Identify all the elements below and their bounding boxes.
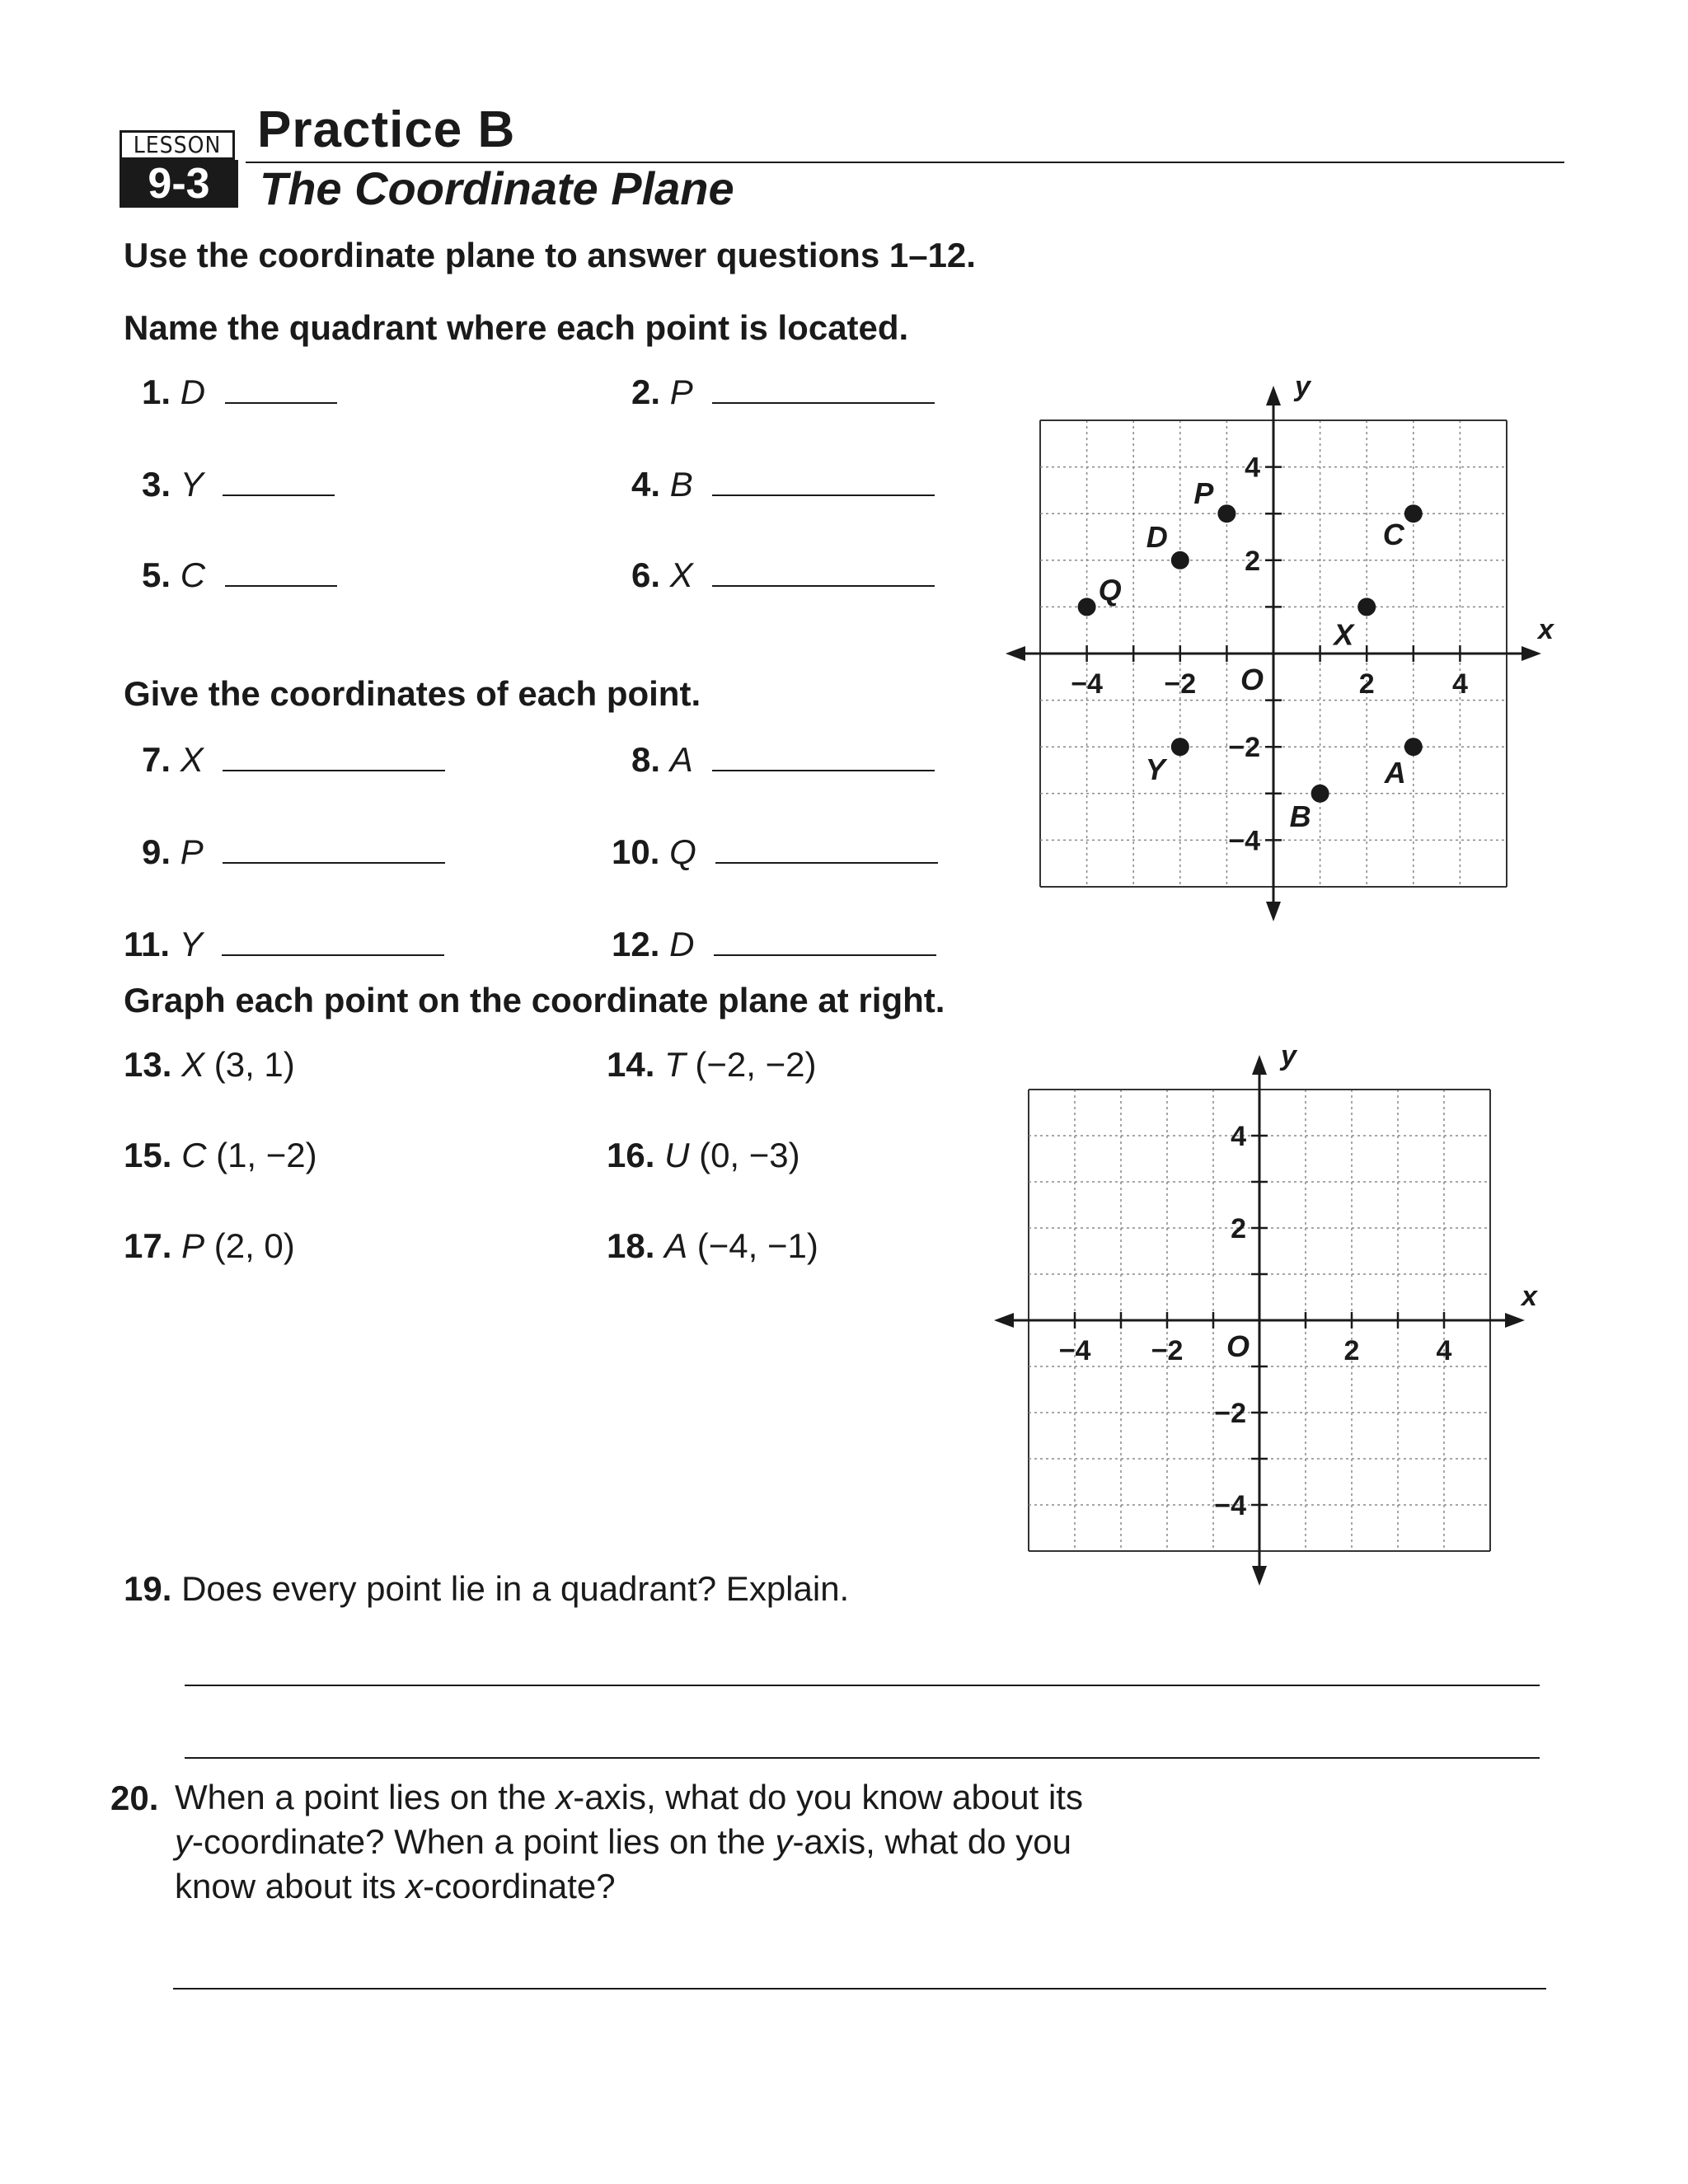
y-tick-label: −2 [1214, 1398, 1246, 1429]
question-2 [631, 373, 935, 412]
question-variable: D [669, 925, 695, 963]
x-tick-label: −2 [1151, 1335, 1184, 1366]
y-tick-label: −4 [1214, 1490, 1246, 1521]
quadrant-instruction: Name the quadrant where each point is located. [124, 308, 909, 347]
coordinate-plane-2[interactable] [989, 1040, 1537, 1601]
y-axis-arrow-down [1252, 1566, 1267, 1586]
point-label-d: D [1146, 519, 1168, 554]
graph-instruction: Graph each point on the coordinate plane at right. [124, 981, 945, 1019]
question-variable: P [180, 832, 204, 871]
coordinate-plane-1 [1006, 371, 1554, 931]
page-title: Practice B [257, 101, 516, 158]
answer-blank[interactable] [225, 560, 337, 587]
y-tick-label: 4 [1231, 1121, 1246, 1152]
x-tick-label: −2 [1164, 668, 1197, 700]
x-axis-label: x [1538, 614, 1554, 645]
x-tick-label: 4 [1436, 1335, 1452, 1366]
y-tick-label: −4 [1228, 825, 1260, 857]
question-number: 1. [142, 373, 171, 411]
x-axis-label: x [1522, 1281, 1537, 1312]
y-axis-label: y [1281, 1040, 1296, 1071]
question-number: 15. [124, 1136, 172, 1174]
answer-line[interactable] [173, 1988, 1546, 1990]
y-axis-arrow-down [1266, 902, 1281, 921]
point-label-a: A [1384, 756, 1406, 790]
point-y [1171, 738, 1189, 756]
question-coords: (1, −2) [216, 1136, 317, 1174]
question-number: 18. [607, 1226, 655, 1265]
question-number: 5. [142, 555, 171, 594]
question-number: 14. [607, 1045, 655, 1084]
question-5 [142, 555, 337, 595]
page-subtitle: The Coordinate Plane [260, 162, 734, 214]
x-axis-arrow-right [1505, 1313, 1525, 1328]
question-coords: (0, −3) [699, 1136, 800, 1174]
answer-line[interactable] [185, 1685, 1540, 1686]
question-variable: Y [179, 925, 203, 963]
question-variable: X [181, 1045, 205, 1084]
answer-blank[interactable] [714, 930, 936, 956]
question-variable: X [180, 740, 204, 779]
point-p [1217, 504, 1236, 523]
question-coords: (−4, −1) [696, 1226, 818, 1265]
question-variable: Q [669, 832, 696, 871]
question-variable: Y [180, 465, 204, 504]
answer-blank[interactable] [715, 837, 938, 864]
answer-line[interactable] [185, 1757, 1540, 1759]
question-10 [612, 832, 938, 872]
question-number: 19. [124, 1569, 172, 1608]
question-20-number: 20. [110, 1779, 159, 1817]
question-14 [607, 1045, 816, 1085]
question-number: 16. [607, 1136, 655, 1174]
question-number: 17. [124, 1226, 172, 1265]
coords-instruction: Give the coordinates of each point. [124, 674, 701, 713]
point-c [1404, 504, 1423, 523]
x-tick-label: 4 [1451, 668, 1468, 700]
question-number: 13. [124, 1045, 172, 1084]
point-label-p: P [1193, 476, 1214, 511]
question-9 [142, 832, 445, 872]
answer-blank[interactable] [712, 560, 935, 587]
question-13 [124, 1045, 295, 1085]
point-q [1078, 598, 1096, 616]
y-axis-label: y [1295, 371, 1311, 402]
x-tick-label: 2 [1358, 668, 1375, 700]
question-number: 4. [631, 465, 661, 504]
y-axis-arrow-up [1252, 1055, 1267, 1075]
x-axis-arrow-left [1006, 646, 1025, 661]
point-label-x: X [1334, 617, 1354, 652]
question-8 [631, 740, 935, 780]
origin-label: O [1240, 663, 1264, 696]
lesson-number: 9-3 [120, 160, 238, 208]
question-variable: C [181, 1136, 207, 1174]
question-number: 10. [612, 832, 660, 871]
answer-blank[interactable] [222, 930, 444, 956]
x-axis-arrow-left [994, 1313, 1014, 1328]
question-number: 7. [142, 740, 171, 779]
point-b [1311, 785, 1329, 803]
question-text: Does every point lie in a quadrant? Explain. [181, 1569, 850, 1608]
point-a [1404, 738, 1423, 756]
question-number: 9. [142, 832, 171, 871]
question-variable: U [664, 1136, 690, 1174]
question-1 [142, 373, 337, 412]
x-tick-label: −4 [1071, 668, 1103, 700]
question-20-text: When a point lies on the x-axis, what do you know about its y-coordinate? When a point lies on the y-axis, what do you know about its x-coordinate? [175, 1778, 1083, 1905]
question-variable: C [180, 555, 206, 594]
point-label-q: Q [1098, 573, 1122, 607]
y-axis-arrow-up [1266, 386, 1281, 405]
answer-blank[interactable] [223, 837, 445, 864]
question-coords: (3, 1) [213, 1045, 295, 1084]
question-number: 3. [142, 465, 171, 504]
point-d [1171, 551, 1189, 569]
question-variable: X [669, 555, 693, 594]
question-variable: P [669, 373, 693, 411]
x-tick-label: 2 [1343, 1335, 1360, 1366]
point-label-b: B [1289, 799, 1311, 833]
question-variable: T [664, 1045, 686, 1084]
question-variable: B [669, 465, 693, 504]
main-instruction: Use the coordinate plane to answer questions 1–12. [124, 236, 976, 274]
y-tick-label: −2 [1228, 732, 1260, 764]
question-variable: D [180, 373, 206, 411]
point-label-c: C [1382, 518, 1404, 552]
question-3 [142, 465, 335, 504]
question-number: 2. [631, 373, 661, 411]
x-axis-arrow-right [1522, 646, 1541, 661]
question-variable: A [664, 1226, 688, 1265]
question-number: 11. [124, 925, 171, 963]
question-16 [607, 1136, 800, 1175]
question-18 [607, 1226, 818, 1266]
point-label-y: Y [1145, 752, 1165, 787]
y-tick-label: 2 [1245, 545, 1260, 577]
x-tick-label: −4 [1058, 1335, 1091, 1366]
question-17 [124, 1226, 295, 1266]
question-19 [124, 1569, 849, 1609]
question-6 [631, 555, 935, 595]
answer-blank[interactable] [223, 470, 335, 496]
answer-blank[interactable] [712, 377, 935, 404]
question-coords: (2, 0) [213, 1226, 295, 1265]
origin-label: O [1226, 1329, 1250, 1363]
question-15 [124, 1136, 317, 1175]
question-11 [124, 925, 444, 964]
answer-blank[interactable] [712, 470, 935, 496]
y-tick-label: 2 [1231, 1213, 1246, 1244]
question-4 [631, 465, 935, 504]
question-number: 12. [612, 925, 660, 963]
question-number: 6. [631, 555, 661, 594]
question-coords: (−2, −2) [695, 1045, 817, 1084]
question-12 [612, 925, 936, 964]
question-variable: P [181, 1226, 205, 1265]
answer-blank[interactable] [223, 745, 445, 771]
question-7 [142, 740, 445, 780]
y-tick-label: 4 [1245, 452, 1260, 484]
answer-blank[interactable] [712, 745, 935, 771]
point-x [1357, 598, 1376, 616]
lesson-label: LESSON [120, 130, 235, 160]
question-number: 8. [631, 740, 661, 779]
question-variable: A [669, 740, 693, 779]
answer-blank[interactable] [225, 377, 337, 404]
